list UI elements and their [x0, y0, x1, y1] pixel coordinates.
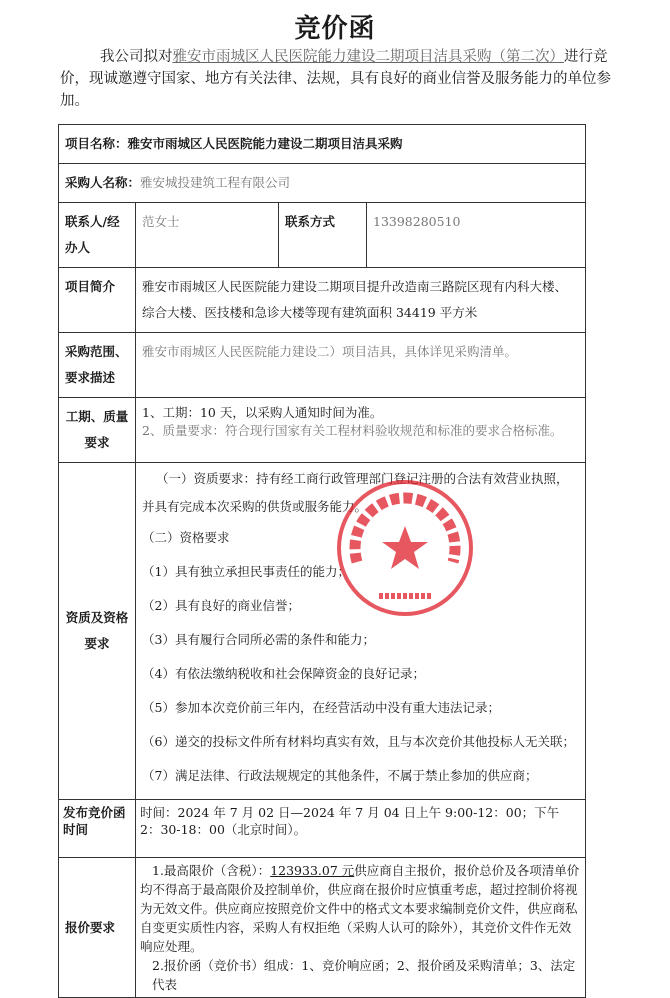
price-text-2: 2.报价函（竞价书）组成：1、竞价响应函；2、报价函及采购清单；3、法定代表 [152, 958, 576, 992]
contact-value: 范女士 [136, 203, 279, 268]
project-name: 雅安市雨城区人民医院能力建设二期项目洁具采购 [127, 136, 403, 151]
time-text: 时间：2024 年 7 月 02 日—2024 年 7 月 04 日上午 9:00-12：00；下午 2：30-18：00（北京时间）。 [136, 800, 586, 858]
period-line: 1、工期：10 天，以采购人通知时间为准。 [142, 405, 383, 420]
intro-prefix: 我公司拟对 [100, 49, 173, 65]
scope-text: 雅安市雨城区人民医院能力建设二）项目洁具，具体详见采购清单。 [136, 333, 586, 398]
label: 项目名称： [65, 136, 128, 151]
period-text [136, 398, 586, 463]
qual-item: （4）有依法缴纳税收和社会保障资金的良好记录； [142, 666, 425, 681]
qual-item: （1）具有独立承担民事责任的能力； [142, 564, 350, 579]
intro-project: 雅安市雨城区人民医院能力建设二期项目洁具采购（第二次） [172, 49, 564, 65]
label: 采购人名称： [65, 175, 141, 190]
period-label: 工期、质量要求 [59, 398, 136, 463]
project-name-row [59, 125, 586, 164]
phone-label: 联系方式 [279, 203, 367, 268]
bid-table [58, 124, 586, 998]
phone-value: 13398280510 [367, 203, 586, 268]
intro-label: 项目简介 [59, 268, 136, 333]
purchaser-name: 雅安城投建筑工程有限公司 [140, 175, 291, 190]
qual-item: （5）参加本次竞价前三年内，在经营活动中没有重大违法记录； [142, 700, 500, 715]
price-text-1: 供应商自主报价，报价总价及各项清单价均不得高于最高限价及控制单价，供应商在报价时应慎重考虑，超过控制价将视为无效文件。供应商应按照竞价文件中的格式文本要求编制竞价文件，供应商私自变更实质性内容，采购人有权拒绝（采购人认可的除外），其竞价文件作无效响应处理。 [140, 863, 580, 954]
qual-item: （3）具有履行合同所必需的条件和能力； [142, 632, 375, 647]
qual-label: 资质及资格要求 [59, 463, 136, 800]
intro-paragraph [60, 46, 620, 112]
document-title: 竞价函 [294, 14, 376, 44]
intro-suffix: 进行竞价，现诚邀遵守国家、地方有关法律、法规，具有良好的商业信誉及服务能力的单位参加。 [60, 49, 611, 109]
qual-item: （6）递交的投标文件所有材料均真实有效，且与本次竞价其他投标人无关联； [142, 734, 575, 749]
qual-item: （7）满足法律、行政法规规定的其他条件，不属于禁止参加的供应商； [142, 768, 538, 783]
qual-item: （二）资格要求 [142, 530, 230, 545]
qual-item: （2）具有良好的商业信誉； [142, 598, 300, 613]
price-cap-label: 1.最高限价（含税）： [152, 863, 271, 878]
purchaser-row [59, 164, 586, 203]
price-label: 报价要求 [59, 858, 136, 998]
scope-label: 采购范围、要求描述 [59, 333, 136, 398]
time-label: 发布竞价函时间 [59, 800, 136, 858]
intro-text: 雅安市雨城区人民医院能力建设二期项目提升改造南三路院区现有内科大楼、综合大楼、医技楼和急诊大楼等现有建筑面积 34419 平方米 [136, 268, 586, 333]
qual-list [136, 463, 586, 800]
qual-item: （一）资质要求：持有经工商行政管理部门登记注册的合法有效营业执照，并具有完成本次采购的供货或服务能力。 [142, 471, 569, 514]
price-text [136, 858, 586, 998]
contact-label: 联系人/经办人 [59, 203, 136, 268]
price-amount: 123933.07 元 [270, 863, 355, 878]
quality-line: 2、质量要求：符合现行国家有关工程材料验收规范和标准的要求合格标准。 [142, 423, 563, 438]
